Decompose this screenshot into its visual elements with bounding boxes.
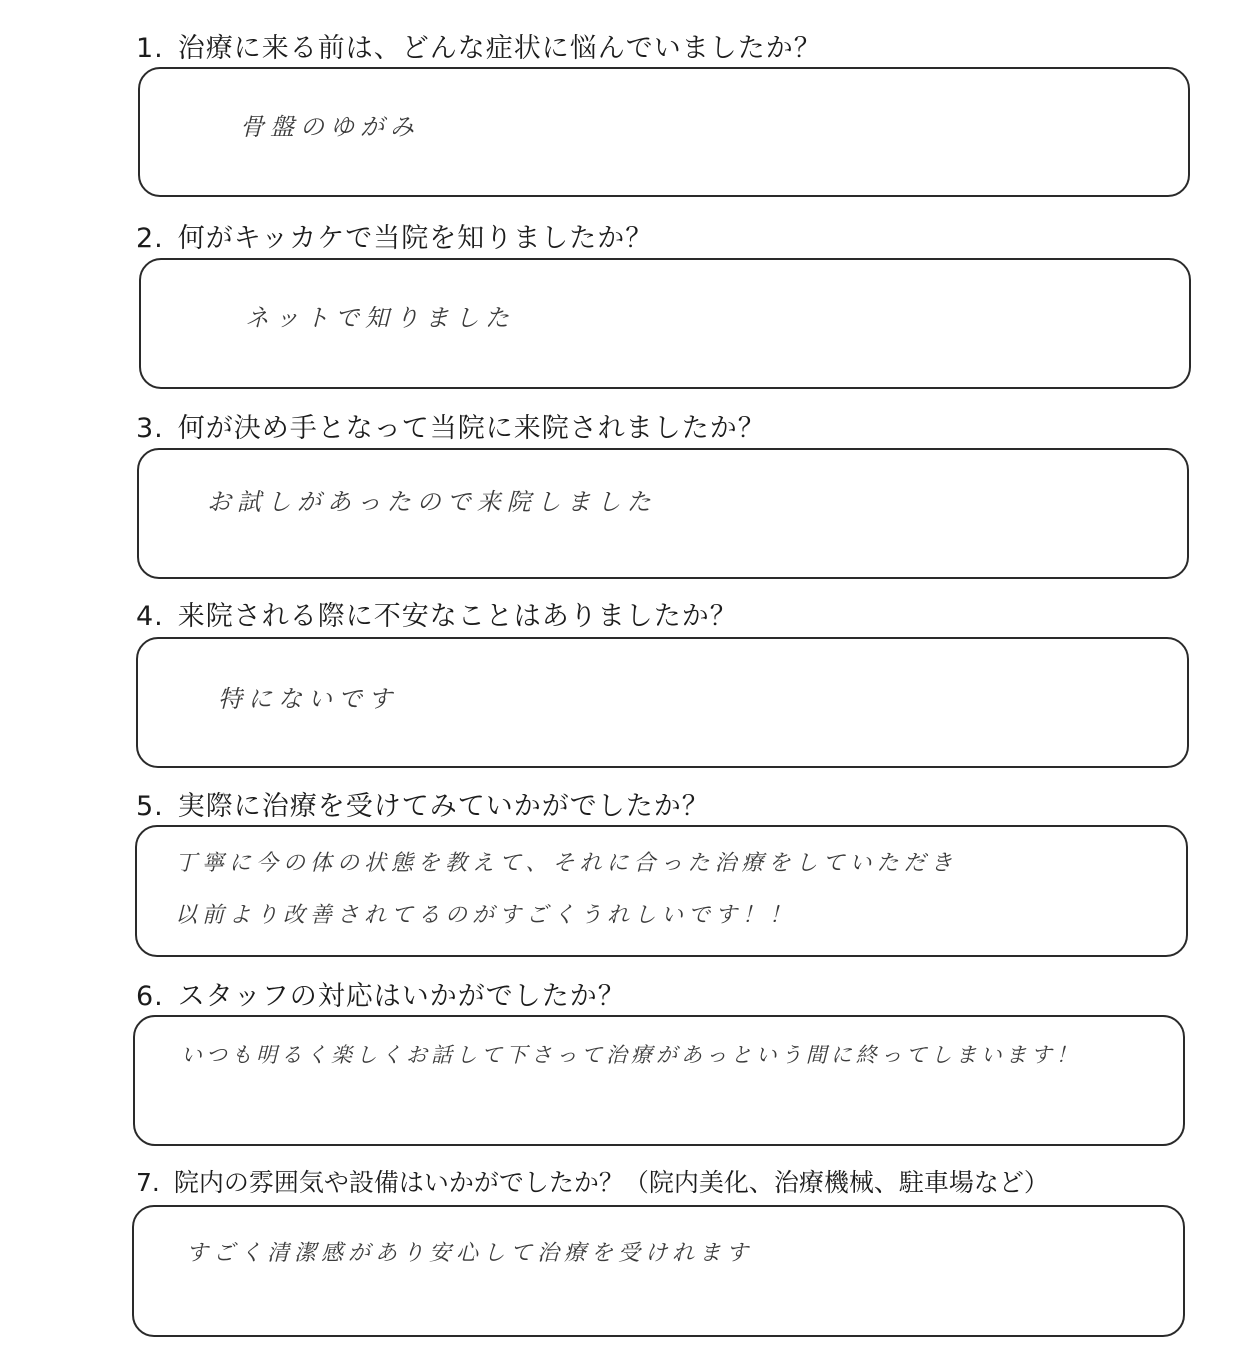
question-1-answer-box xyxy=(138,67,1190,197)
question-2-text: 何がキッカケで当院を知りましたか？ xyxy=(177,223,654,254)
question-2-answer-line-1: ネットで知りました xyxy=(245,304,515,332)
question-5-answer-box xyxy=(135,825,1188,957)
question-6-title xyxy=(136,974,626,1013)
question-3-answer-line-1: お試しがあったので来院しました xyxy=(207,488,657,516)
question-4-answer-line-1: 特にないです xyxy=(218,685,398,713)
question-6-answer-line-1: いつも明るく楽しくお話して下さって治療があっという間に終ってしまいます！ xyxy=(181,1043,1081,1067)
question-7-answer-line-1: すごく清潔感があり安心して治療を受けれます xyxy=(186,1241,754,1266)
question-3-title xyxy=(136,406,766,445)
question-1-title xyxy=(136,26,822,65)
question-5-title xyxy=(136,784,710,823)
question-6-answer-box xyxy=(133,1015,1185,1146)
question-3-number: 3. xyxy=(136,413,164,444)
question-5-answer-line-1: 丁寧に今の体の状態を教えて、それに合った治療をしていただき xyxy=(175,851,958,876)
question-1-text: 治療に来る前は、どんな症状に悩んでいましたか？ xyxy=(177,33,822,64)
question-6-text: スタッフの対応はいかがでしたか？ xyxy=(177,981,626,1012)
question-3-answer-box xyxy=(137,448,1189,579)
question-6-number: 6. xyxy=(136,981,164,1012)
question-2-number: 2. xyxy=(136,223,164,254)
question-4-answer-box xyxy=(136,637,1189,768)
question-7-text: 院内の雰囲気や設備はいかがでしたか？（院内美化、治療機械、駐車場など） xyxy=(173,1168,1049,1197)
question-7-title xyxy=(136,1163,1049,1199)
question-4-title xyxy=(136,594,738,633)
question-5-answer-line-2: 以前より改善されてるのがすごくうれしいです！！ xyxy=(175,903,797,928)
question-4-number: 4. xyxy=(136,601,164,632)
question-7-answer-box xyxy=(132,1205,1185,1337)
question-5-number: 5. xyxy=(136,791,164,822)
question-4-text: 来院される際に不安なことはありましたか？ xyxy=(177,601,738,632)
question-1-number: 1. xyxy=(136,33,164,64)
question-7-number: 7. xyxy=(136,1168,160,1197)
question-2-answer-box xyxy=(139,258,1191,389)
question-3-text: 何が決め手となって当院に来院されましたか？ xyxy=(177,413,766,444)
question-1-answer-line-1: 骨盤のゆがみ xyxy=(240,113,420,141)
question-2-title xyxy=(136,216,653,255)
question-5-text: 実際に治療を受けてみていかがでしたか？ xyxy=(177,791,710,822)
